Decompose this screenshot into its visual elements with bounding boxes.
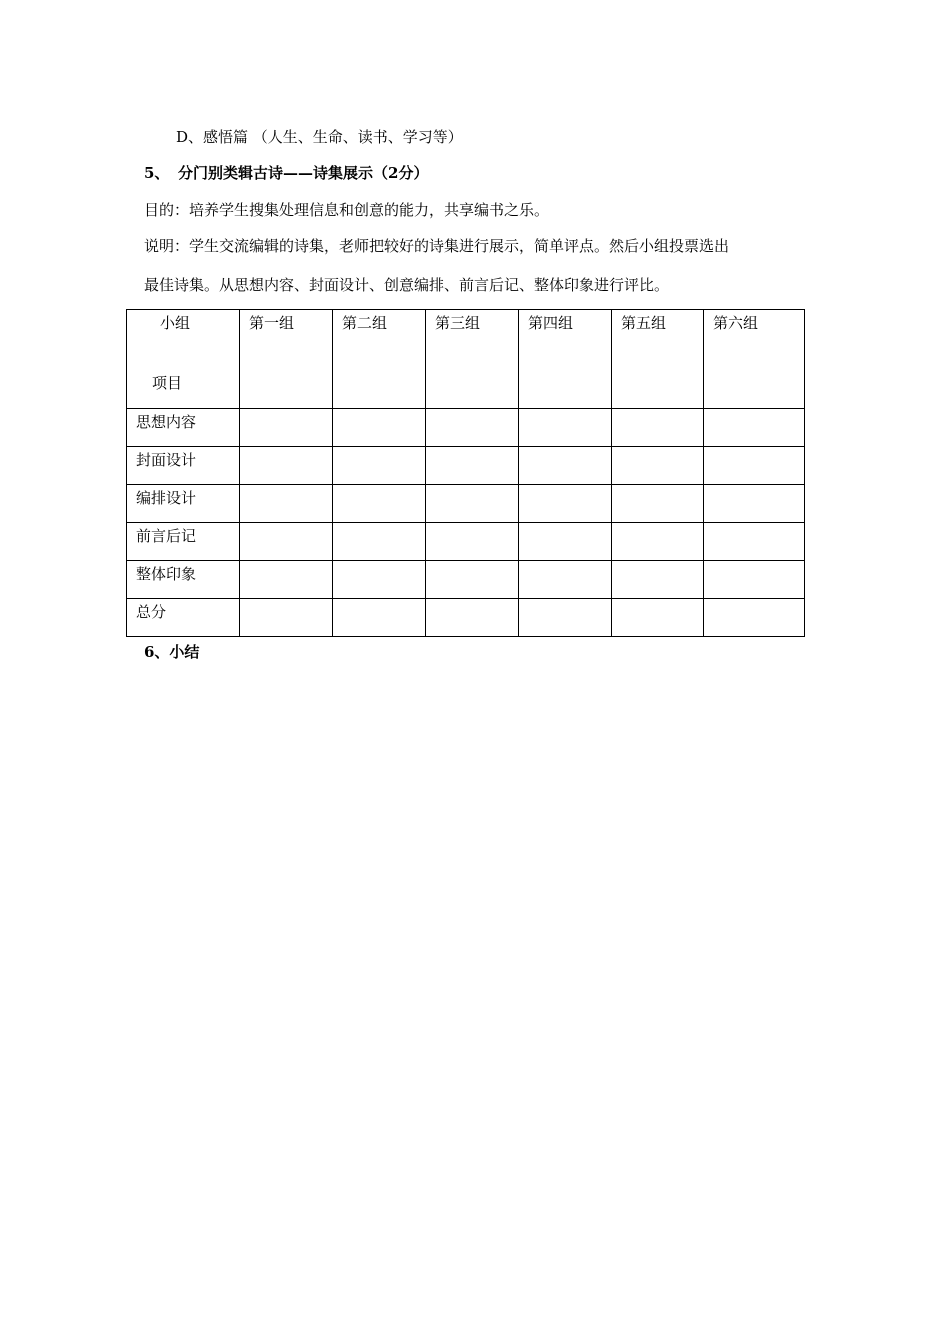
score-cell xyxy=(704,447,805,485)
group-label: 第三组 xyxy=(435,314,481,332)
section-6-heading: 6、小结 xyxy=(144,643,200,661)
row-label xyxy=(127,409,240,447)
corner-label-group: 小组 xyxy=(160,314,191,332)
table-header-row xyxy=(127,310,805,409)
score-cell xyxy=(704,561,805,599)
score-cell xyxy=(519,447,612,485)
score-cell xyxy=(519,561,612,599)
table-row xyxy=(127,485,805,523)
row-label xyxy=(127,485,240,523)
table-row xyxy=(127,561,805,599)
score-cell xyxy=(240,523,333,561)
score-cell xyxy=(426,409,519,447)
row-label xyxy=(127,561,240,599)
score-cell xyxy=(704,485,805,523)
group-header-6 xyxy=(704,310,805,409)
group-header-2 xyxy=(333,310,426,409)
score-cell xyxy=(612,447,704,485)
score-cell xyxy=(519,409,612,447)
score-cell xyxy=(240,561,333,599)
score-cell xyxy=(333,485,426,523)
score-cell xyxy=(333,447,426,485)
table-row xyxy=(127,447,805,485)
score-cell xyxy=(426,485,519,523)
row-label xyxy=(127,523,240,561)
score-cell xyxy=(704,523,805,561)
corner-label-item: 项目 xyxy=(152,374,183,392)
group-header-1 xyxy=(240,310,333,409)
score-cell xyxy=(612,485,704,523)
score-cell xyxy=(426,523,519,561)
table-row xyxy=(127,409,805,447)
score-cell xyxy=(426,599,519,637)
purpose-text: 目的：培养学生搜集处理信息和创意的能力，共享编书之乐。 xyxy=(144,201,550,219)
group-header-5 xyxy=(612,310,704,409)
description-line-2: 最佳诗集。从思想内容、封面设计、创意编排、前言后记、整体印象进行评比。 xyxy=(144,276,670,294)
group-label: 第四组 xyxy=(528,314,574,332)
score-cell xyxy=(333,523,426,561)
row-label xyxy=(127,447,240,485)
row-label xyxy=(127,599,240,637)
section-5-heading xyxy=(144,163,428,183)
score-cell xyxy=(240,447,333,485)
score-cell xyxy=(240,485,333,523)
item-d-text: D、感悟篇 （人生、生命、读书、学习等） xyxy=(176,128,463,146)
group-header-3 xyxy=(426,310,519,409)
row-label-text: 前言后记 xyxy=(136,527,197,545)
score-table xyxy=(126,309,805,637)
score-cell xyxy=(519,523,612,561)
score-cell xyxy=(426,447,519,485)
score-cell xyxy=(519,599,612,637)
table-row xyxy=(127,599,805,637)
score-cell xyxy=(240,599,333,637)
group-label: 第五组 xyxy=(621,314,667,332)
section-5-number: 5、 xyxy=(144,164,170,182)
row-label-text: 整体印象 xyxy=(136,565,197,583)
score-cell xyxy=(612,523,704,561)
score-cell xyxy=(519,485,612,523)
score-cell xyxy=(704,409,805,447)
score-cell xyxy=(426,561,519,599)
score-cell xyxy=(333,409,426,447)
score-cell xyxy=(333,561,426,599)
table-corner-cell xyxy=(127,310,240,409)
row-label-text: 总分 xyxy=(136,603,167,621)
group-header-4 xyxy=(519,310,612,409)
score-cell xyxy=(612,409,704,447)
description-line-1: 说明：学生交流编辑的诗集，老师把较好的诗集进行展示，简单评点。然后小组投票选出 xyxy=(144,237,730,255)
score-cell xyxy=(240,409,333,447)
row-label-text: 编排设计 xyxy=(136,489,197,507)
group-label: 第二组 xyxy=(342,314,388,332)
score-cell xyxy=(704,599,805,637)
section-5-title: 分门别类辑古诗——诗集展示（2分） xyxy=(178,164,429,182)
group-label: 第一组 xyxy=(249,314,295,332)
score-cell xyxy=(612,561,704,599)
score-cell xyxy=(612,599,704,637)
row-label-text: 封面设计 xyxy=(136,451,197,469)
row-label-text: 思想内容 xyxy=(136,413,197,431)
table-row xyxy=(127,523,805,561)
group-label: 第六组 xyxy=(713,314,759,332)
score-cell xyxy=(333,599,426,637)
